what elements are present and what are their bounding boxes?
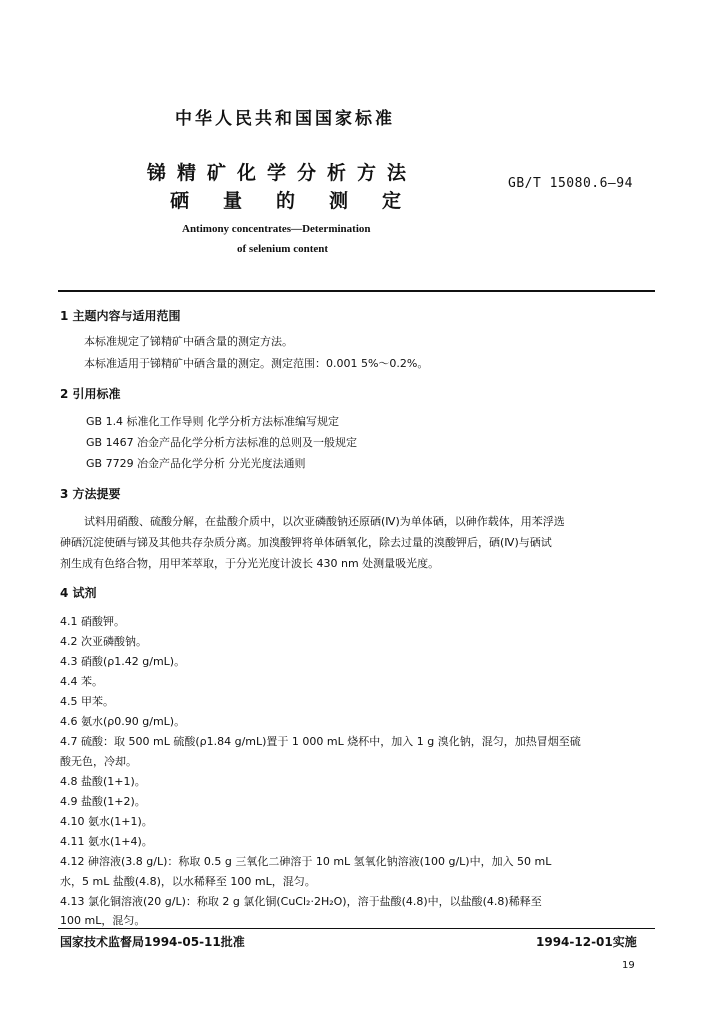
footer-divider [58,928,655,929]
reagent-item: 4.13 氯化铜溶液(20 g/L)：称取 2 g 氯化铜(CuCl₂·2H₂O)，溶于盐酸(4.8)中，以盐酸(4.8)稀释至 [60,895,542,908]
section-3-title: 3 方法提要 [60,487,121,501]
reagent-item: 4.12 砷溶液(3.8 g/L)：称取 0.5 g 三氧化二砷溶于 10 mL 氢氧化钠溶液(100 g/L)中，加入 50 mL [60,855,552,868]
section-1-paragraph: 本标准适用于锑精矿中硒含量的测定。测定范围：0.001 5%～0.2%。 [84,357,429,370]
reference-item: GB 1467 冶金产品化学分析方法标准的总则及一般规定 [86,436,358,449]
reagent-item-continuation: 酸无色，冷却。 [60,755,137,768]
approval-date: 国家技术监督局1994-05-11批准 [60,935,245,949]
reagent-item: 4.4 苯。 [60,675,103,688]
reagent-item: 4.6 氨水(ρ0.90 g/mL)。 [60,715,186,728]
document-title-line2: 硒量的测定 [170,190,436,212]
english-title-line1: Antimony concentrates—Determination [182,223,371,235]
standard-code: GB/T 15080.6—94 [508,176,633,191]
reagent-item-continuation: 100 mL，混匀。 [60,914,146,927]
reagent-item: 4.5 甲苯。 [60,695,114,708]
reagent-item-continuation: 水，5 mL 盐酸(4.8)，以水稀释至 100 mL，混匀。 [60,875,316,888]
reference-item: GB 1.4 标准化工作导则 化学分析方法标准编写规定 [86,415,340,428]
reagent-item: 4.9 盐酸(1+2)。 [60,795,146,808]
method-summary-line: 砷硒沉淀使硒与锑及其他共存杂质分离。加溴酸钾将单体硒氧化，除去过量的溴酸钾后，硒(Ⅳ)与硒试 [60,536,552,549]
section-2-title: 2 引用标准 [60,387,121,401]
reagent-item: 4.1 硝酸钾。 [60,615,125,628]
page-number: 19 [622,960,635,971]
reference-item: GB 7729 冶金产品化学分析 分光光度法通则 [86,457,306,470]
section-1-title: 1 主题内容与适用范围 [60,309,181,323]
section-4-title: 4 试剂 [60,586,97,600]
method-summary-line: 试料用硝酸、硫酸分解，在盐酸介质中，以次亚磷酸钠还原硒(Ⅳ)为单体硒，以砷作载体，用苯浮选 [84,515,565,528]
method-summary-line: 剂生成有色络合物，用甲苯萃取，于分光光度计波长 430 nm 处测量吸光度。 [60,557,440,570]
reagent-item: 4.10 氨水(1+1)。 [60,815,153,828]
document-title-line1: 锑精矿化学分析方法 [147,162,418,184]
reagent-item: 4.8 盐酸(1+1)。 [60,775,146,788]
section-1-paragraph: 本标准规定了锑精矿中硒含量的测定方法。 [84,335,293,348]
reagent-item: 4.7 硫酸：取 500 mL 硫酸(ρ1.84 g/mL)置于 1 000 mL 烧杯中，加入 1 g 溴化钠，混匀，加热冒烟至硫 [60,735,581,748]
english-title-line2: of selenium content [237,243,329,255]
reagent-item: 4.3 硝酸(ρ1.42 g/mL)。 [60,655,186,668]
header-divider [58,290,655,292]
reagent-item: 4.2 次亚磷酸钠。 [60,635,147,648]
standard-org-title: 中华人民共和国国家标准 [175,109,395,129]
effective-date: 1994-12-01实施 [536,935,637,949]
reagent-item: 4.11 氨水(1+4)。 [60,835,153,848]
